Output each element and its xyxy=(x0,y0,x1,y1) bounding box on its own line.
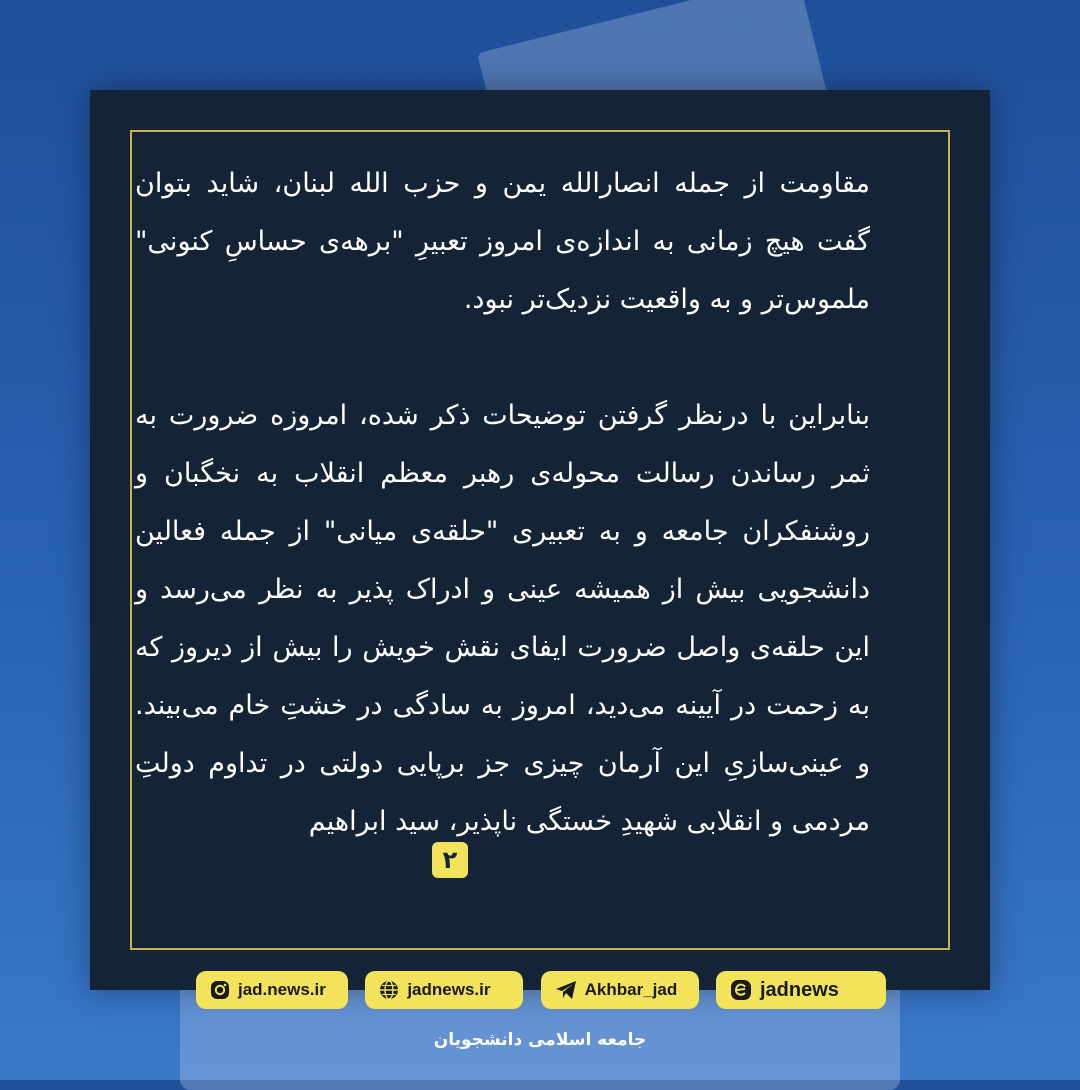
paragraph-1: مقاومت از جمله انصارالله یمن و حزب الله لبنان، شاید بتوان گفت هیچ زمانی به اندازه‌ی امروز تعبیرِ "برهه‌ی حساسِ کنونی" ملموس‌تر و به واقعیت نزدیک‌تر نبود. xyxy=(135,168,870,315)
instagram-icon xyxy=(210,980,230,1000)
social-label: Akhbar_jad xyxy=(584,980,678,999)
content-card xyxy=(90,90,990,990)
organization-name: جامعه اسلامی دانشجویان xyxy=(433,1030,647,1050)
social-link-website[interactable] xyxy=(365,971,523,1009)
paragraph-2: بنابراین با درنظر گرفتن توضیحات ذکر شده، امروزه ضرورت به ثمر رساندن رسالت محوله‌ی رهبر معظم انقلاب به نخگبان و روشنفکران جامعه و به تعبیری "حلقه‌ی میانی" از جمله فعالین دانشجویی بیش از همیشه عینی و ادراک پذیر به نظر می‌رسد و این حلقه‌ی واصل ضرورت ایفای نقش خویش را بیش از دیروز که به زحمت در آیینه می‌دید، امروز به سادگی در خشتِ خام می‌بیند. و عینی‌سازیِ این آرمان چیزی جز برپایی دولتی در تداوم دولتِ مردمی و انقلابی شهیدِ خستگی ناپذیر، سید ابراهیم xyxy=(135,400,870,837)
social-link-telegram[interactable] xyxy=(541,971,699,1009)
globe-icon xyxy=(379,980,399,1000)
telegram-icon xyxy=(555,980,577,1000)
social-label: jadnews xyxy=(759,978,839,1001)
eitaa-icon xyxy=(730,979,752,1001)
article-text xyxy=(135,155,870,851)
social-label: jadnews.ir xyxy=(407,980,491,999)
social-label: jad.news.ir xyxy=(238,980,326,999)
page-number-badge: ۲ xyxy=(432,842,468,878)
social-links xyxy=(196,970,886,1010)
social-link-instagram[interactable] xyxy=(196,971,348,1009)
social-link-eitaa[interactable] xyxy=(716,971,886,1009)
